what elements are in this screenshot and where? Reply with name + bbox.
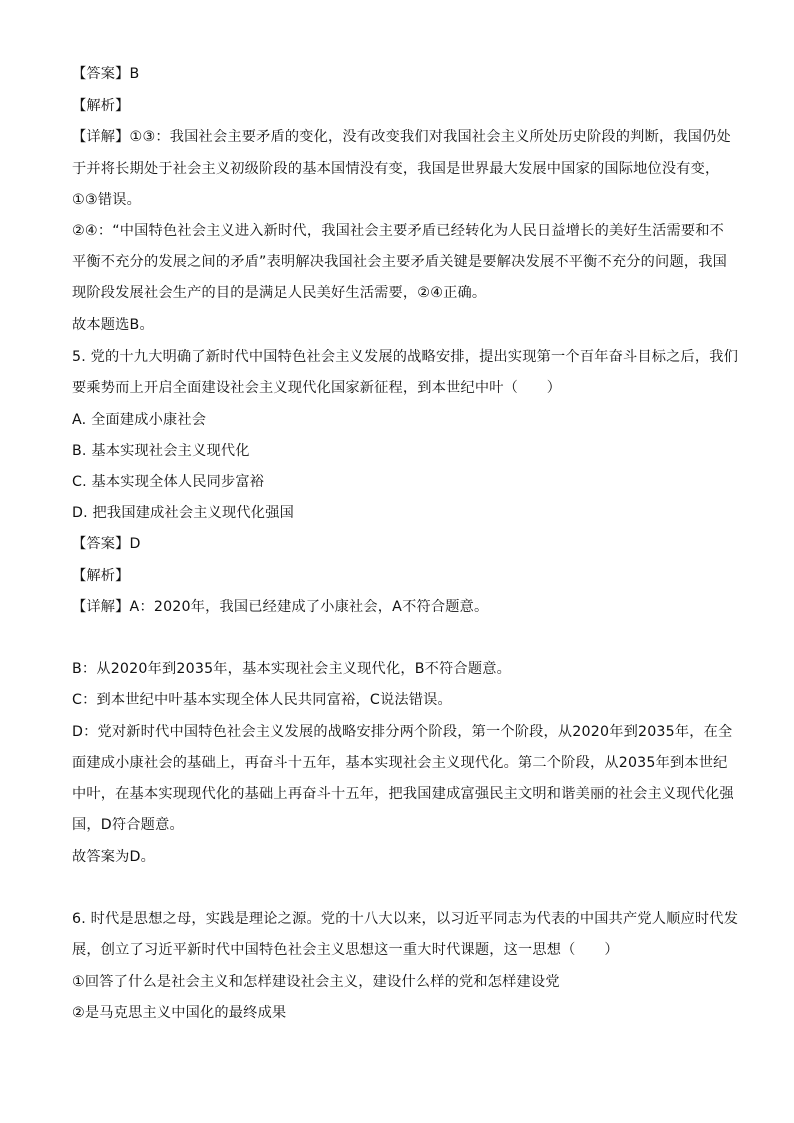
detail-text: 现阶段发展社会生产的目的是满足人民美好生活需要，②④正确。 bbox=[72, 285, 487, 301]
detail-text: 国，D符合题意。 bbox=[72, 817, 184, 833]
option-c: C. 基本实现全体人民同步富裕 bbox=[72, 474, 265, 490]
detail-text: ②④：“中国特色社会主义进入新时代，我国社会主要矛盾已经转化为人民日益增长的美好生活需要和不 bbox=[72, 223, 725, 239]
detail-text: 【详解】A：2020年，我国已经建成了小康社会，A不符合题意。 bbox=[72, 599, 489, 615]
answer-label-4: 【答案】B bbox=[72, 66, 140, 82]
detail-text: D：党对新时代中国特色社会主义发展的战略安排分两个阶段，第一个阶段，从2020年到2035年，在全 bbox=[72, 724, 733, 740]
statement-1: ①回答了什么是社会主义和怎样建设社会主义，建设什么样的党和怎样建设党 bbox=[72, 974, 560, 990]
option-d: D. 把我国建成社会主义现代化强国 bbox=[72, 505, 294, 521]
analysis-label-5: 【解析】 bbox=[72, 568, 130, 584]
statement-2: ②是马克思主义中国化的最终成果 bbox=[72, 1005, 287, 1021]
detail-text: 面建成小康社会的基础上，再奋斗十五年，基本实现社会主义现代化。第二个阶段，从2035年到本世纪 bbox=[72, 755, 728, 771]
conclusion-text: 故答案为D。 bbox=[72, 849, 156, 865]
detail-text: 平衡不充分的发展之间的矛盾”表明解决我国社会主要矛盾关键是要解决发展不平衡不充分的问题，我国 bbox=[72, 254, 727, 270]
detail-text: ①③错误。 bbox=[72, 192, 142, 208]
detail-text: 于并将长期处于社会主义初级阶段的基本国情没有变，我国是世界最大发展中国家的国际地位没有变， bbox=[72, 161, 720, 177]
detail-text: 【详解】①③：我国社会主要矛盾的变化，没有改变我们对我国社会主义所处历史阶段的判断，我国仍处 bbox=[72, 129, 731, 145]
question-6-stem: 展，创立了习近平新时代中国特色社会主义思想这一重大时代课题，这一思想（ ） bbox=[72, 942, 619, 958]
detail-text: B：从2020年到2035年，基本实现社会主义现代化，B不符合题意。 bbox=[72, 661, 511, 677]
option-b: B. 基本实现社会主义现代化 bbox=[72, 443, 250, 459]
question-5-stem: 要乘势而上开启全面建设社会主义现代化国家新征程，到本世纪中叶（ ） bbox=[72, 380, 562, 396]
answer-label-5: 【答案】D bbox=[72, 536, 141, 552]
question-6-stem: 6. 时代是思想之母，实践是理论之源。党的十八大以来，以习近平同志为代表的中国共产党人顺应时代发 bbox=[72, 911, 739, 927]
detail-text: C：到本世纪中叶基本实现全体人民共同富裕，C说法错误。 bbox=[72, 692, 452, 708]
analysis-label-4: 【解析】 bbox=[72, 98, 130, 114]
conclusion-text: 故本题选B。 bbox=[72, 317, 154, 333]
question-5-stem: 5. 党的十九大明确了新时代中国特色社会主义发展的战略安排，提出实现第一个百年奋斗目标之后，我们 bbox=[72, 349, 739, 365]
detail-text: 中叶，在基本实现现代化的基础上再奋斗十五年，把我国建成富强民主文明和谐美丽的社会主义现代化强 bbox=[72, 786, 734, 802]
option-a: A. 全面建成小康社会 bbox=[72, 412, 207, 428]
